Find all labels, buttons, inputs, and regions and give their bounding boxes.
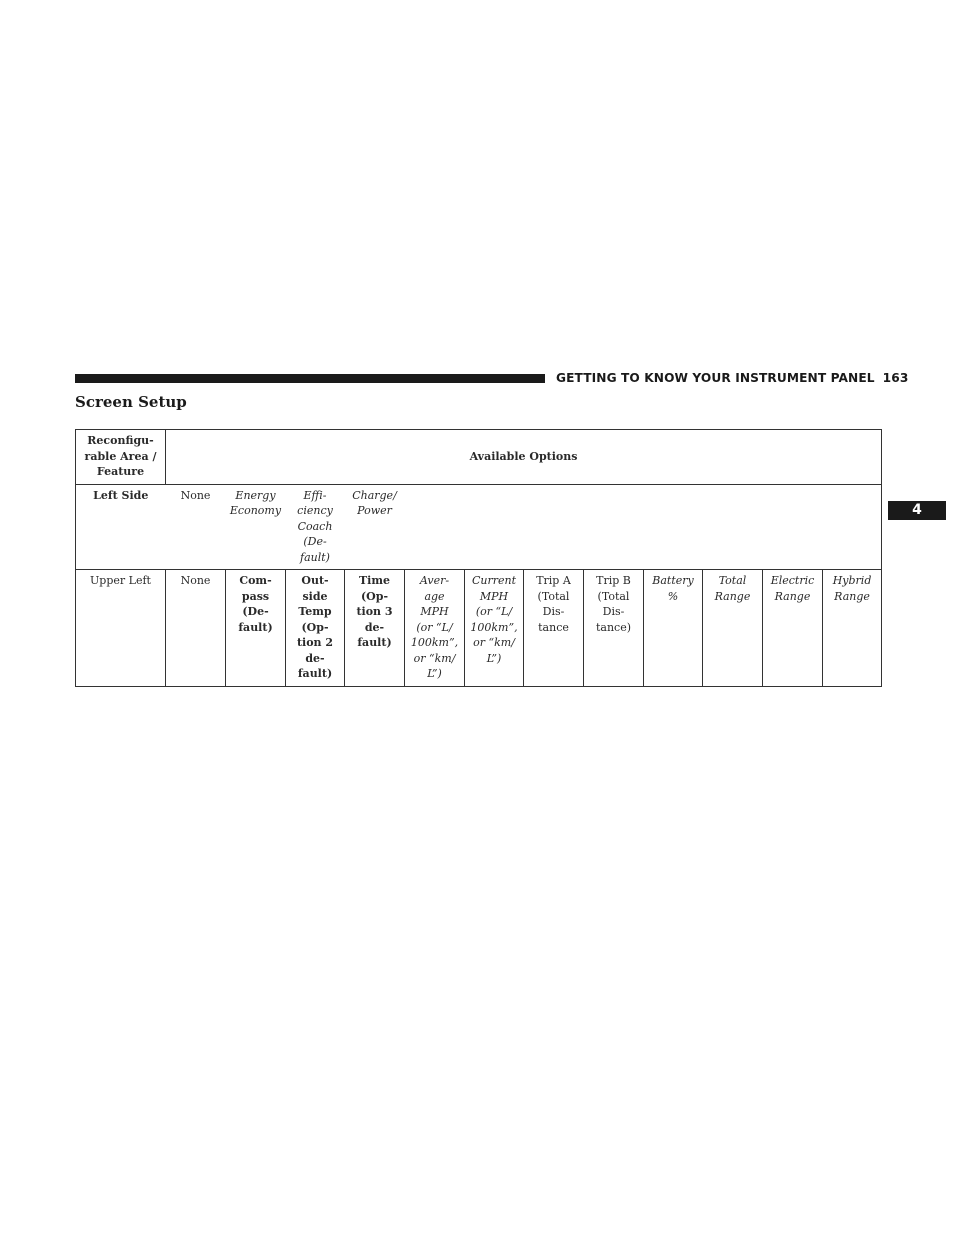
option-cell: Charge/ Power [345,484,405,570]
option-cell: Energy Economy [226,484,286,570]
section-title: Screen Setup [75,393,187,411]
option-cell: None [166,570,226,687]
header-cell-feature: Reconfigu- rable Area / Feature [76,430,166,485]
option-cell: Trip A (Total Dis- tance [524,570,584,687]
option-cell: None [166,484,226,570]
header-rule [75,374,545,383]
header-cell-options: Available Options [166,430,882,485]
option-cell: Battery % [644,570,703,687]
table-row [76,570,882,687]
option-cell: Com- pass (De- fault) [226,570,286,687]
running-header [556,371,909,385]
option-cell: Electric Range [763,570,823,687]
empty-cell [405,484,882,570]
row-feature-cell: Left Side [76,484,166,570]
option-cell: Effi- ciency Coach (De- fault) [286,484,345,570]
page-number: 163 [882,371,909,385]
screen-setup-table [75,429,882,687]
header-title: GETTING TO KNOW YOUR INSTRUMENT PANEL [556,371,875,385]
table-header-row [76,430,882,485]
option-cell: Current MPH (or “L/ 100km”, or “km/ L”) [465,570,524,687]
option-cell: Total Range [703,570,763,687]
table-row [76,484,882,570]
option-cell: Time (Op- tion 3 de- fault) [345,570,405,687]
option-cell: Aver- age MPH (or “L/ 100km”, or “km/ L”) [405,570,465,687]
option-cell: Trip B (Total Dis- tance) [584,570,644,687]
option-cell: Out- side Temp (Op- tion 2 de- fault) [286,570,345,687]
option-cell: Hybrid Range [823,570,882,687]
chapter-tab: 4 [888,501,946,520]
row-feature-cell: Upper Left [76,570,166,687]
